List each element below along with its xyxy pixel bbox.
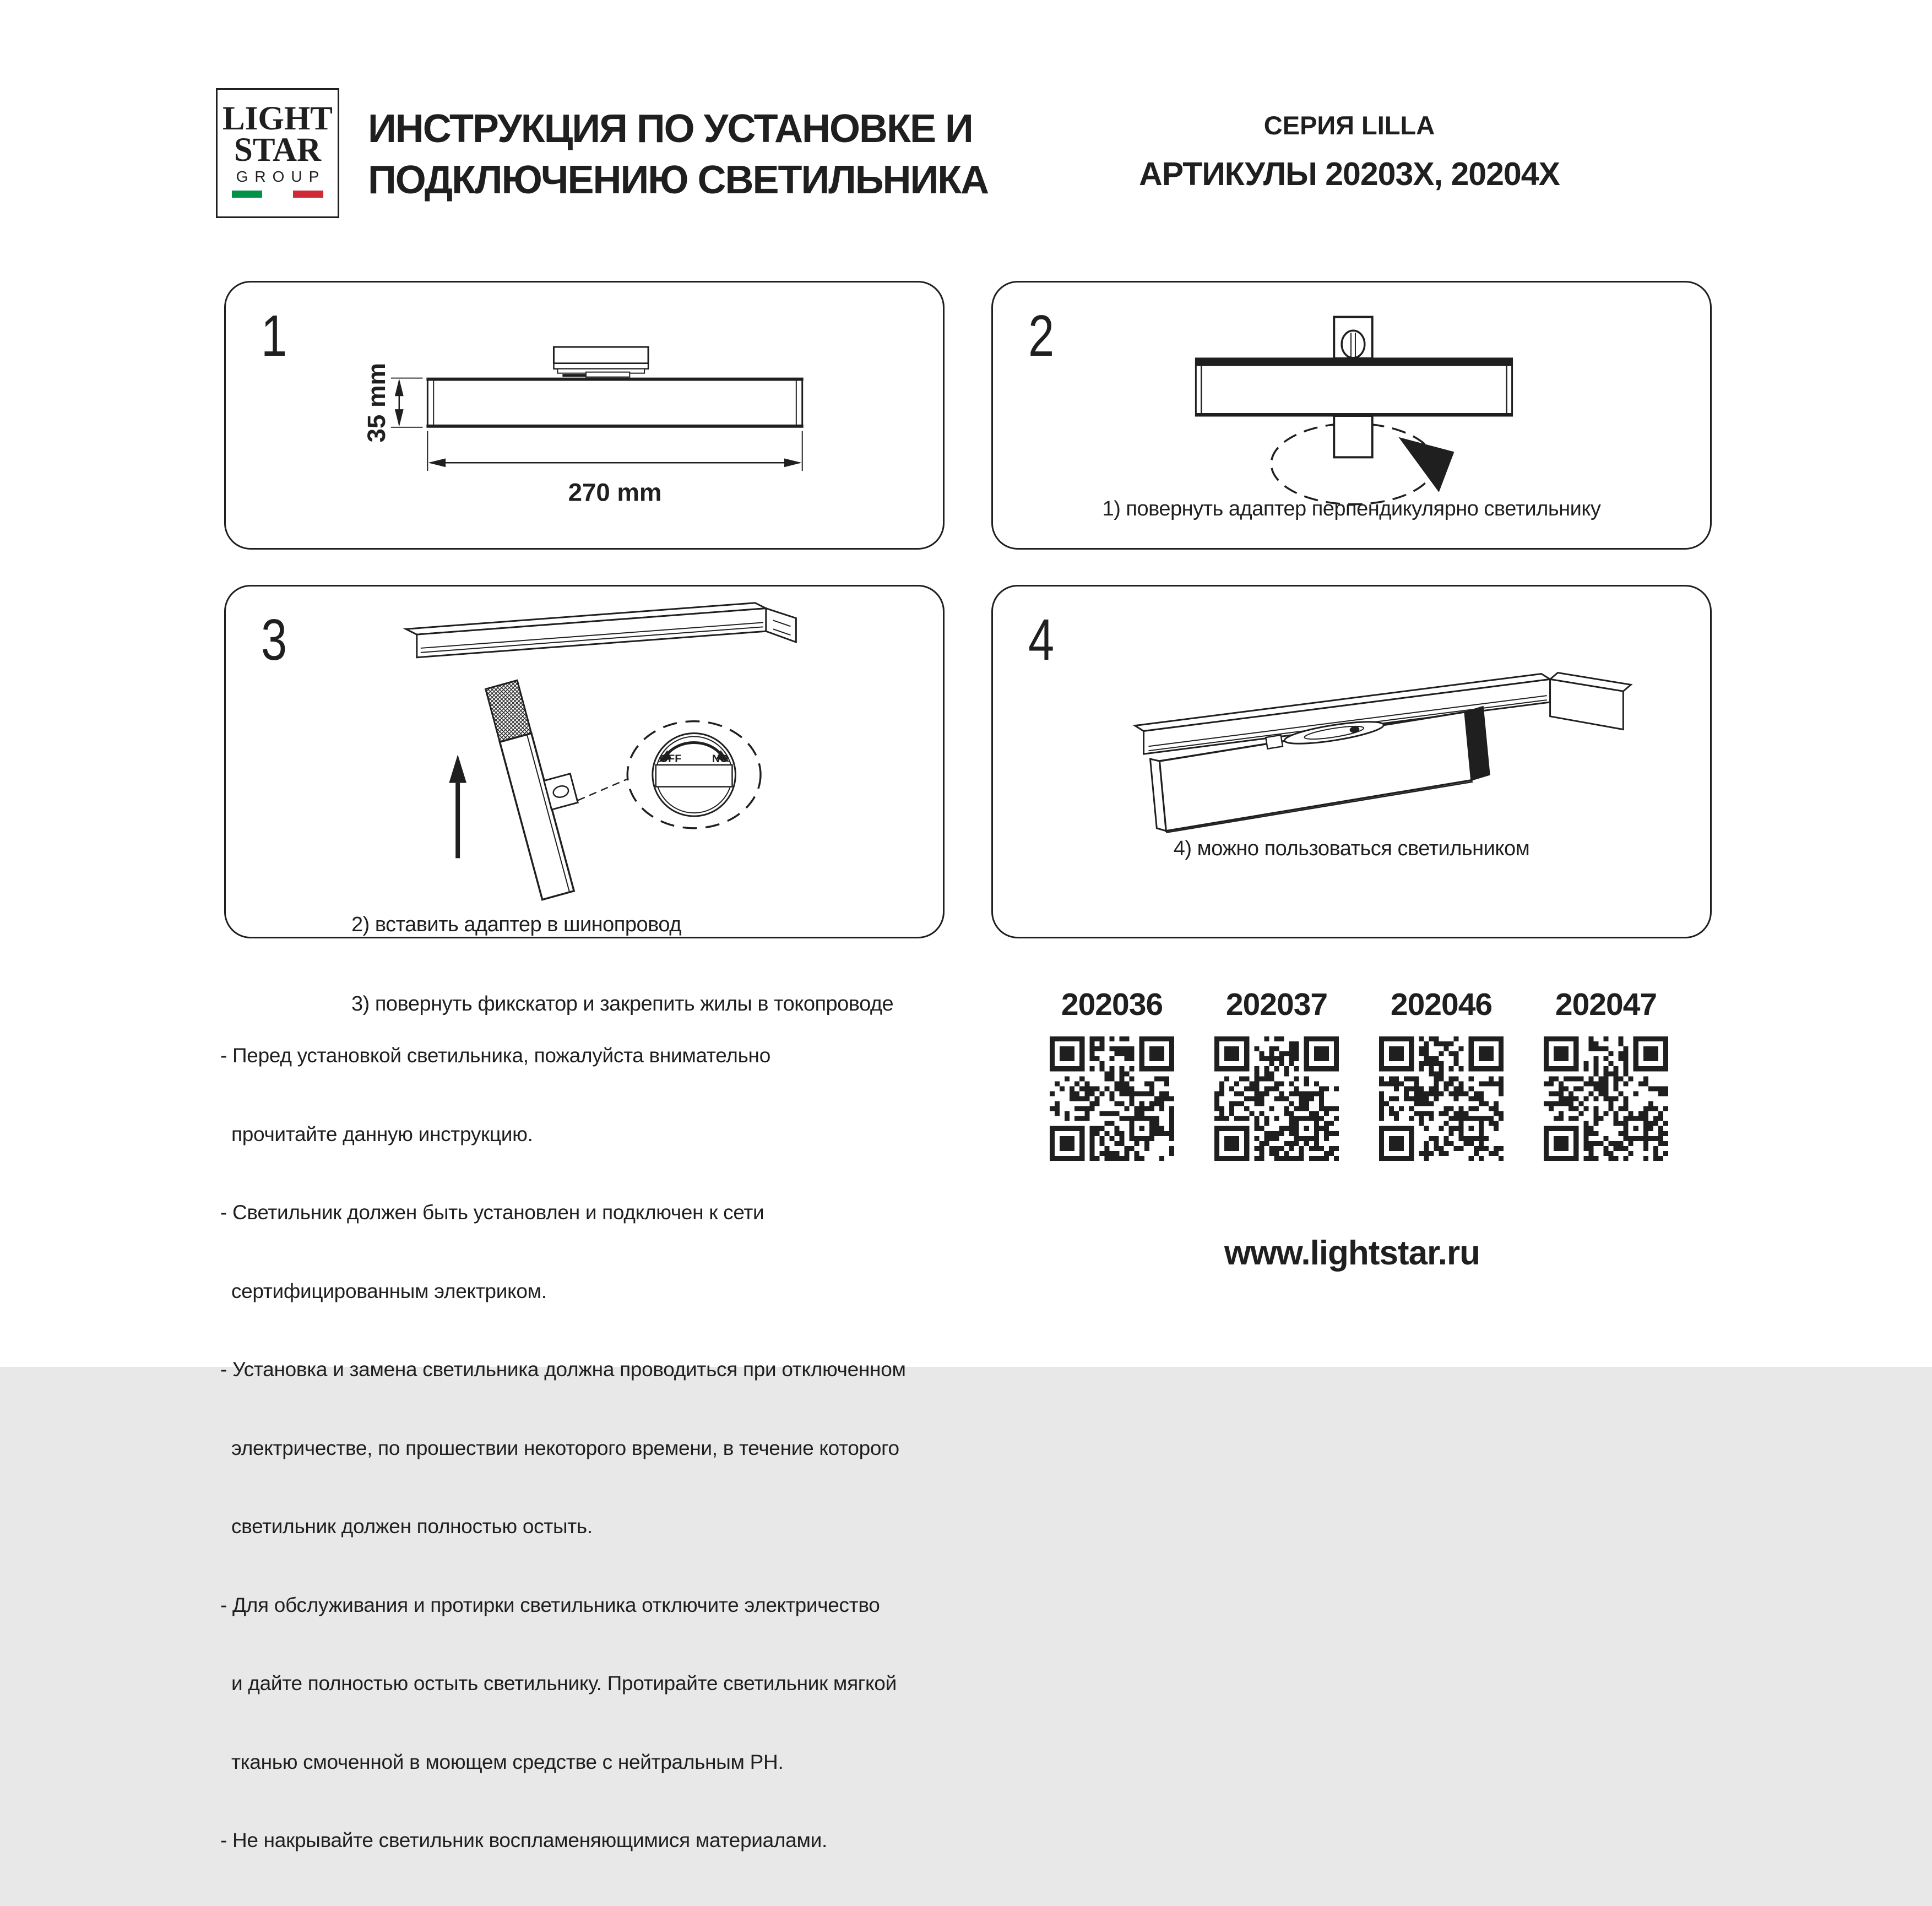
qr-item-202037 — [1214, 988, 1339, 1161]
logo-word-light: LIGHT — [222, 100, 333, 137]
page-title — [368, 104, 988, 206]
insert-direction-arrow-icon — [449, 754, 466, 783]
safety-note-line: - Перед установкой светильника, пожалуйста внимательно — [220, 1044, 770, 1067]
qr-item-202036 — [1050, 988, 1174, 1161]
safety-note-line: тканью смоченной в моющем средстве с нейтральным PH. — [220, 1750, 784, 1773]
safety-note-line: и дайте полностью остыть светильнику. Протирайте светильник мягкой — [220, 1672, 897, 1695]
qr-article-label: 202036 — [1061, 987, 1163, 1022]
safety-note-line: сертифицированным электриком. — [220, 1279, 547, 1302]
step-panel-1 — [224, 281, 945, 550]
qr-code-icon — [1544, 1036, 1668, 1161]
adapter-hatched — [486, 680, 531, 742]
step-4-caption: 4) можно пользоваться светильником — [1173, 837, 1530, 860]
step-number-2: 2 — [1028, 303, 1055, 368]
safety-note-line: - Светильник должен быть установлен и подключен к сети — [220, 1201, 764, 1224]
assembled-fixture-drawing — [993, 587, 1710, 937]
rotation-arrow-icon — [1398, 437, 1454, 492]
title-line-1: ИНСТРУКЦИЯ ПО УСТАНОВКЕ И — [368, 107, 973, 151]
logo-word-group: GROUP — [236, 168, 326, 185]
safety-note-line: - Не накрывайте светильник воспламеняющимися материалами. — [220, 1829, 827, 1851]
fixture-dimensions-drawing — [226, 283, 943, 548]
step-2-caption: 1) повернуть адаптер перпендикулярно светильнику — [1102, 497, 1601, 520]
step-panel-4 — [991, 585, 1712, 938]
step-3-caption-line-2: 3) повернуть фикскатор и закрепить жилы в токопроводе — [351, 992, 894, 1016]
series-name: СЕРИЯ LILLA — [1263, 111, 1435, 140]
step-number-4: 4 — [1028, 607, 1055, 672]
website-url: www.lightstar.ru — [1224, 1234, 1480, 1272]
article-numbers: АРТИКУЛЫ 20203X, 20204X — [1139, 156, 1560, 192]
safety-note-line: - Для обслуживания и протирки светильника отключите электричество — [220, 1593, 880, 1616]
lightstar-logo — [216, 88, 339, 218]
qr-article-label: 202046 — [1390, 987, 1493, 1022]
safety-note-line: прочитайте данную инструкцию. — [220, 1122, 533, 1145]
logo-word-star: STAR — [234, 132, 322, 169]
lock-on-label: NO — [712, 752, 729, 765]
safety-note-line: светильник должен полностью остыть. — [220, 1515, 593, 1538]
step-3-caption-line-1: 2) вставить адаптер в шинопровод — [351, 913, 681, 936]
step-panel-2 — [991, 281, 1712, 550]
step-number-1: 1 — [261, 303, 287, 368]
width-dimension-label: 270 mm — [568, 478, 662, 507]
lock-off-label: OFF — [659, 752, 682, 765]
qr-article-label: 202047 — [1555, 987, 1657, 1022]
safety-note-line: электричестве, по прошествии некоторого времени, в течение которого — [220, 1436, 899, 1459]
title-line-2: ПОДКЛЮЧЕНИЮ СВЕТИЛЬНИКА — [368, 158, 989, 202]
qr-article-label: 202037 — [1225, 987, 1328, 1022]
qr-code-icon — [1050, 1036, 1174, 1161]
safety-note-line: - Установка и замена светильника должна проводиться при отключенном — [220, 1358, 906, 1381]
step-number-3: 3 — [261, 607, 287, 672]
qr-item-202046 — [1379, 988, 1504, 1161]
height-dimension-label: 35 mm — [362, 362, 391, 443]
safety-notes — [220, 990, 906, 1906]
qr-code-icon — [1379, 1036, 1504, 1161]
step-panel-3 — [224, 585, 945, 1016]
qr-code-icon — [1214, 1036, 1339, 1161]
qr-item-202047 — [1544, 988, 1668, 1161]
italian-flag-icon — [232, 191, 323, 198]
